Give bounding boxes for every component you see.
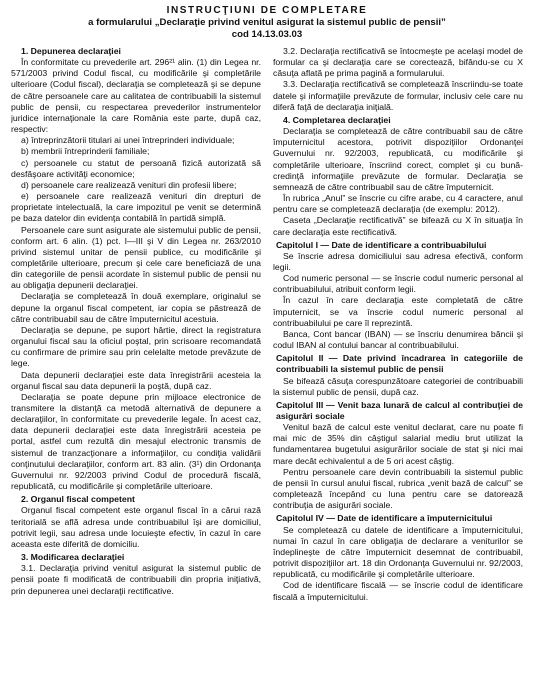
chapter-heading: Capitolul IV — Date de identificare a împuternicitului — [276, 513, 493, 524]
chapter-heading: Capitolul III — Venit baza lunară de calcul al contribuţiei de asigurări sociale — [276, 399, 523, 421]
paragraph: 3.1. Declaraţia privind venitul asigurat la sistemul public de pensii poate fi modificată de contribuabili din propria iniţiativă, prin depunerea unei declaraţii rectificative. — [11, 563, 261, 596]
paragraph: Banca, Cont bancar (IBAN) — se înscriu denumirea băncii şi codul IBAN al contului bancar al contribuabilului. — [273, 328, 523, 351]
paragraph: Declaraţia se poate depune prin mijloace electronice de transmitere la distanţă ca metodă alternativă de depunere a declaraţiilor, în conformitate cu prevederile legale. În acest caz, data depunerii declaraţiei este data înregistrării acesteia pe portal, astfel cum rezultă din mesajul electronic transmis de sistemul de tranzacţionare a informaţiilor, cu condiţia validării conţinutului declaraţiilor, conform art. 83 alin. (3¹) din Ordonanţa Guvernului nr. 92/2003 privind Codul de procedură fiscală, republicată, cu modificările şi completările ulterioare. — [11, 391, 261, 492]
section-heading: 4. Completarea declaraţiei — [283, 114, 391, 125]
paragraph: Se completează cu datele de identificare a împuternicitului, numai în cazul în care obligaţia de declarare a veniturilor se îndeplineşte de către împuternicit desemnat de contribuabil, potrivit dispoziţiilor art. 18 din Ordonanţa Guvernului nr. 92/2003, republicată, cu modificările şi completările ulterioare. — [273, 524, 523, 580]
paragraph: d) persoanele care realizează venituri din profesii libere; — [21, 179, 237, 190]
section-heading: 3. Modificarea declaraţiei — [21, 552, 125, 563]
paragraph: Declaraţia se completează în două exemplare, originalul se depune la organul fiscal competent, iar copia se păstrează de către contribuabil sau de către împuternicitul acestuia. — [11, 291, 261, 324]
section-heading: 1. Depunerea declaraţiei — [21, 46, 121, 56]
paragraph: Se înscrie adresa domiciliului sau adresa efectivă, conform legii. — [273, 250, 523, 272]
text-columns — [11, 46, 523, 676]
paragraph: Organul fiscal competent este organul fiscal în a cărui rază teritorială se află adresa unde contribuabilul îşi are domiciliul, potrivit legii, sau adresa unde locuieşte efectiv, în cazul în care aceasta este diferită de domiciliu. — [11, 505, 261, 549]
chapter-heading: Capitolul I — Date de identificare a contribuabilului — [276, 239, 487, 250]
paragraph: Cod de identificare fiscală — se înscrie codul de identificare fiscală a împuternicitului. — [273, 580, 523, 602]
paragraph: În cazul în care declaraţia este completată de către împuternicit, se va înscrie codul numeric personal al contribuabilului pe care îl reprezintă. — [273, 295, 523, 328]
paragraph: În rubrica „Anul” se înscrie cu cifre arabe, cu 4 caractere, anul pentru care se completează declaraţia (de exemplu: 2012). — [273, 193, 523, 215]
left-column — [11, 46, 261, 676]
right-column — [273, 46, 523, 676]
chapter-heading: Capitolul II — Date privind încadrarea în categoriile de contribuabili la sistemul public de pensii — [276, 353, 523, 375]
paragraph: Cod numeric personal — se înscrie codul numeric personal al contribuabilului, atribuit conform legii. — [273, 273, 523, 295]
paragraph: a) întreprinzătorii titulari ai unei întreprinderi individuale; — [21, 135, 235, 146]
paragraph: b) membrii întreprinderii familiale; — [21, 146, 150, 157]
paragraph: e) persoanele care realizează venituri din drepturi de proprietate intelectuală, la care impozitul pe venit se determină pe baza datelor din evidenţa contabilă în partidă simplă. — [11, 191, 261, 224]
paragraph: 3.2. Declaraţia rectificativă se întocmeşte pe acelaşi model de formular ca şi declaraţia care se corectează, bifându-se cu X căsuţa aflată pe prima pagină a formularului. — [273, 46, 523, 79]
paragraph: Declaraţia se depune, pe suport hârtie, direct la registratura organului fiscal sau la oficiul poştal, prin scrisoare recomandată cu confirmare de primire sau prin celelalte metode prevăzute de lege. — [11, 324, 261, 369]
paragraph: Declaraţia se completează de către contribuabil sau de către împuternicitul acestora, potrivit dispoziţiilor Ordonanţei Guvernului nr. 92/2003, republicată, cu modificările şi completările ulterioare, înscriind corect, complet şi cu bună-credinţă informaţiile prevăzute de formular. Declaraţia se semnează de către contribuabil sau de către împuternicit. — [273, 126, 523, 192]
section-heading: 2. Organul fiscal competent — [21, 494, 135, 505]
paragraph: c) persoanele cu statut de persoană fizică autorizată să desfăşoare activităţi economice; — [11, 157, 261, 179]
paragraph: Venitul bază de calcul este venitul declarat, care nu poate fi mai mic de 35% din câştigul salarial mediu brut utilizat la fundamentarea bugetului asigurărilor sociale de stat şi nici mai mare decât echivalentul a de 5 ori acest câştig. — [273, 422, 523, 466]
document-header — [0, 0, 534, 41]
document-subtitle: a formularului „Declaraţie privind venitul asigurat la sistemul public de pensii” — [88, 17, 446, 28]
paragraph: 3.3. Declaraţia rectificativă se completează înscriindu-se toate datele şi informaţiile prevăzute de formular, inclusiv cele care nu diferă faţă de declaraţia iniţială. — [273, 79, 523, 112]
paragraph: Caseta „Declaraţie rectificativă” se bifează cu X în situaţia în care declaraţia este rectificativă. — [273, 215, 523, 237]
paragraph: Se bifează căsuţa corespunzătoare categoriei de contribuabili la sistemul public de pensii, după caz. — [273, 375, 523, 397]
form-code: cod 14.13.03.03 — [231, 29, 303, 40]
document-title: INSTRUCŢIUNI DE COMPLETARE — [166, 5, 368, 16]
paragraph: Persoanele care sunt asigurate ale sistemului public de pensii, conform art. 6 alin. (1) pct. I—III şi V din Legea nr. 263/2010 privind sistemul unitar de pensii publice, cu modificările şi completările ulterioare, precum şi cele care beneficiază de una din categoriile de pensii acordate în sistemul public de pensii nu au obligaţia depunerii declaraţiei. — [11, 224, 261, 291]
paragraph: Pentru persoanele care devin contribuabili la sistemul public de pensii în cursul anului fiscal, rubrica „venit bază de calcul” se completează începând cu luna pentru care se datorează contribuţia de asigurări sociale. — [273, 466, 523, 511]
paragraph: În conformitate cu prevederile art. 296²¹ alin. (1) din Legea nr. 571/2003 privind Codul fiscal, cu modificările şi completările ulterioare (Codul fiscal), declaraţia se completează şi se depune de către persoanele care au calitatea de contribuabili la sistemul public de pensii, cu respectarea prevederilor instrumentelor juridice internaţionale la care România este parte, după caz, respectiv: — [11, 57, 261, 135]
paragraph: Data depunerii declaraţiei este data înregistrării acesteia la organul fiscal sau data depunerii la poştă, după caz. — [11, 369, 261, 391]
